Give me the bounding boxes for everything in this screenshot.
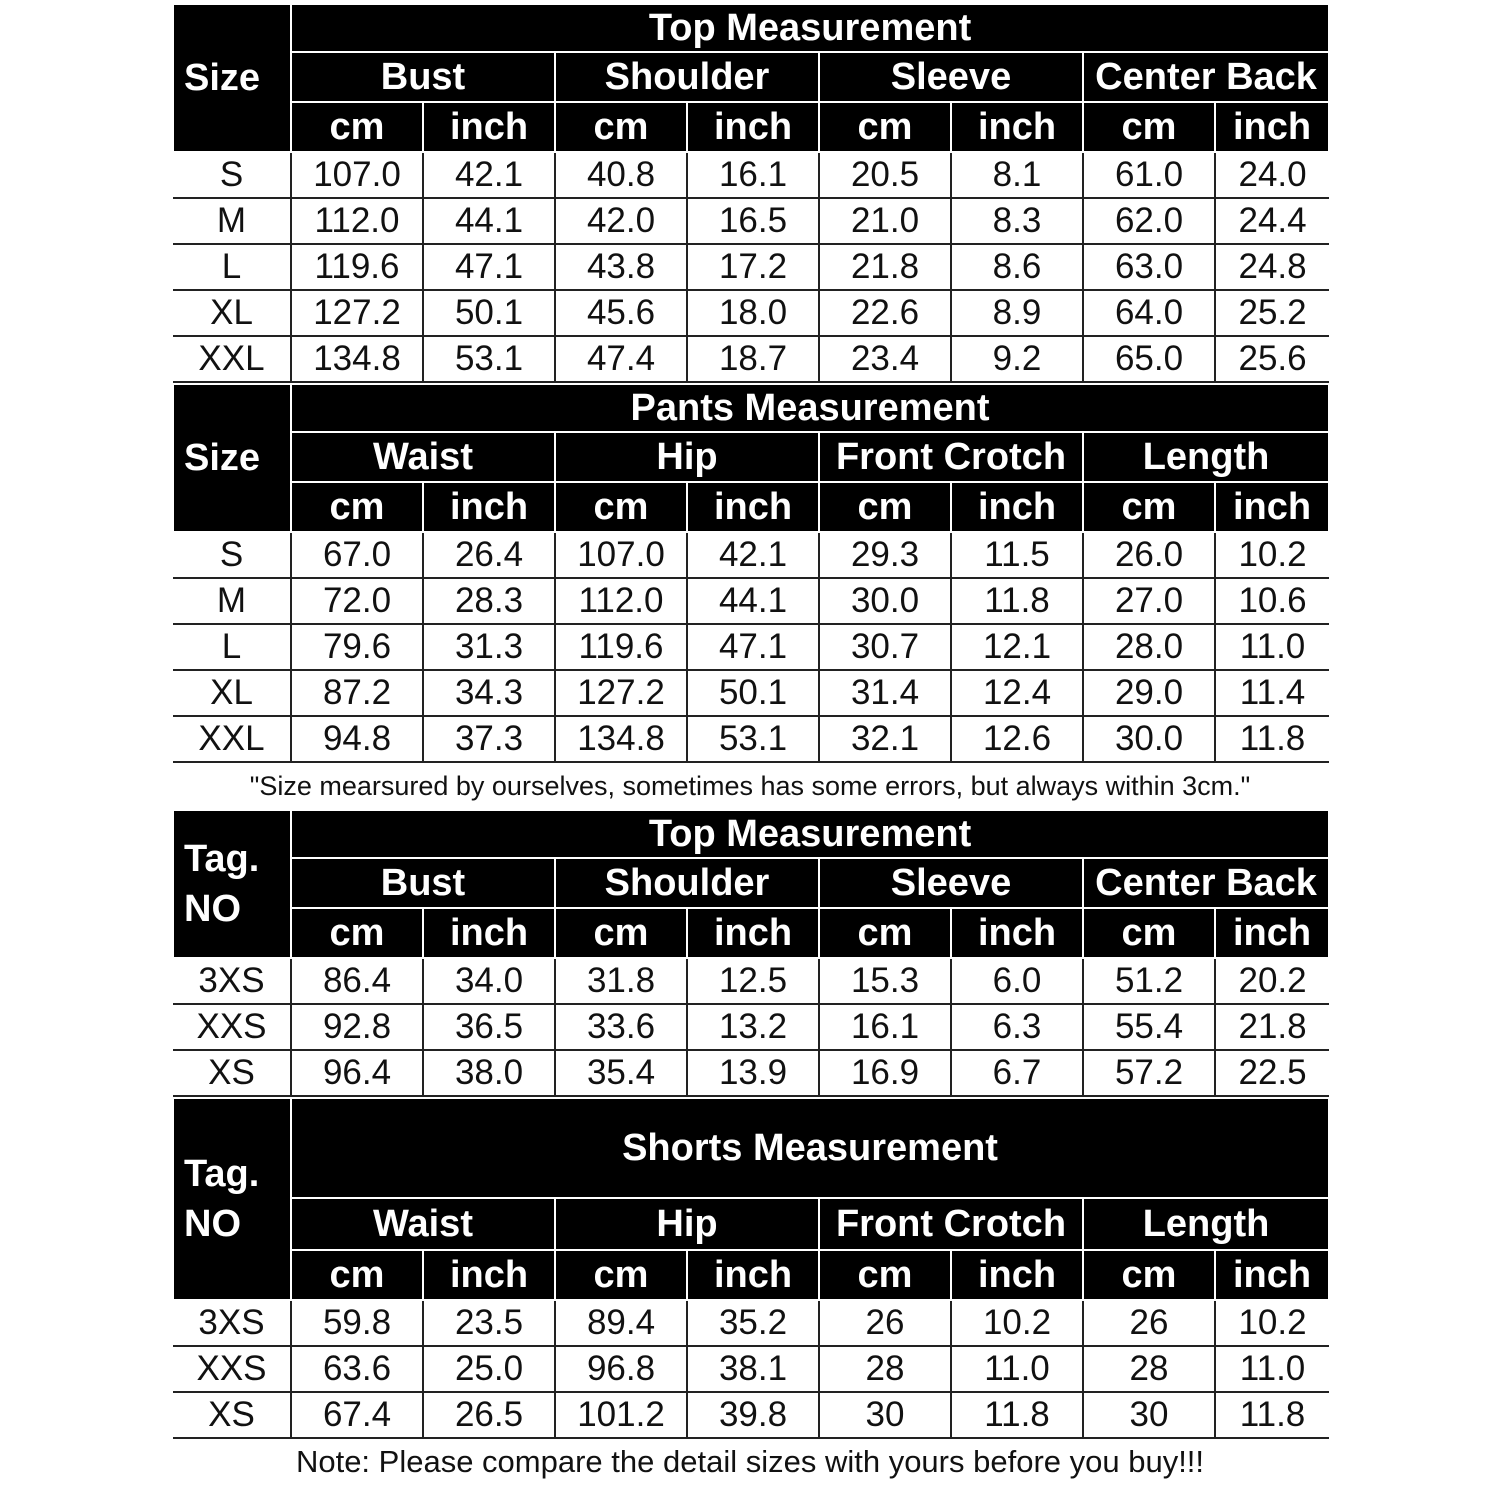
group-header: Hip	[555, 1198, 819, 1250]
value-cell: 127.2	[291, 290, 423, 336]
value-cell: 23.5	[423, 1300, 555, 1346]
value-cell: 25.0	[423, 1346, 555, 1392]
value-cell: 26.0	[1083, 532, 1215, 578]
group-header: Length	[1083, 432, 1329, 482]
value-cell: 16.5	[687, 198, 819, 244]
unit-header: cm	[1083, 482, 1215, 532]
value-cell: 20.2	[1215, 958, 1329, 1004]
table-row	[173, 336, 1329, 382]
value-cell: 12.1	[951, 624, 1083, 670]
value-cell: 23.4	[819, 336, 951, 382]
value-cell: 53.1	[423, 336, 555, 382]
value-cell: 86.4	[291, 958, 423, 1004]
value-cell: 37.3	[423, 716, 555, 762]
unit-header: cm	[1083, 1250, 1215, 1300]
size-cell: 3XS	[173, 1300, 291, 1346]
value-cell: 27.0	[1083, 578, 1215, 624]
table-title-row	[173, 810, 1329, 858]
measurement-table	[172, 809, 1330, 1097]
table-row	[173, 1300, 1329, 1346]
value-cell: 13.9	[687, 1050, 819, 1096]
value-cell: 8.6	[951, 244, 1083, 290]
table-row	[173, 578, 1329, 624]
size-column-header: Tag. NO	[173, 1098, 291, 1300]
value-cell: 28	[819, 1346, 951, 1392]
table-title: Shorts Measurement	[291, 1098, 1329, 1198]
value-cell: 17.2	[687, 244, 819, 290]
value-cell: 96.4	[291, 1050, 423, 1096]
size-chart	[172, 3, 1328, 1485]
table-row	[173, 198, 1329, 244]
group-header: Length	[1083, 1198, 1329, 1250]
size-cell: XL	[173, 670, 291, 716]
size-cell: XXS	[173, 1004, 291, 1050]
value-cell: 11.0	[1215, 624, 1329, 670]
value-cell: 16.9	[819, 1050, 951, 1096]
pants-measurement-table	[172, 383, 1328, 763]
group-header-row	[173, 432, 1329, 482]
value-cell: 29.0	[1083, 670, 1215, 716]
size-cell: XXL	[173, 336, 291, 382]
table-row	[173, 1050, 1329, 1096]
group-header-row	[173, 52, 1329, 102]
value-cell: 8.1	[951, 152, 1083, 198]
table-row	[173, 958, 1329, 1004]
value-cell: 31.8	[555, 958, 687, 1004]
group-header: Front Crotch	[819, 432, 1083, 482]
group-header: Bust	[291, 858, 555, 908]
group-header: Waist	[291, 1198, 555, 1250]
value-cell: 11.8	[951, 1392, 1083, 1438]
unit-header: inch	[951, 482, 1083, 532]
size-cell: L	[173, 244, 291, 290]
value-cell: 63.6	[291, 1346, 423, 1392]
table-row	[173, 532, 1329, 578]
value-cell: 61.0	[1083, 152, 1215, 198]
value-cell: 59.8	[291, 1300, 423, 1346]
value-cell: 21.0	[819, 198, 951, 244]
value-cell: 22.5	[1215, 1050, 1329, 1096]
value-cell: 35.4	[555, 1050, 687, 1096]
value-cell: 94.8	[291, 716, 423, 762]
value-cell: 26.4	[423, 532, 555, 578]
unit-header: cm	[291, 1250, 423, 1300]
value-cell: 42.1	[687, 532, 819, 578]
table-row	[173, 1004, 1329, 1050]
unit-header: inch	[423, 1250, 555, 1300]
value-cell: 11.8	[1215, 1392, 1329, 1438]
group-header: Bust	[291, 52, 555, 102]
value-cell: 45.6	[555, 290, 687, 336]
value-cell: 47.1	[687, 624, 819, 670]
value-cell: 28.3	[423, 578, 555, 624]
value-cell: 67.4	[291, 1392, 423, 1438]
value-cell: 6.0	[951, 958, 1083, 1004]
unit-header: inch	[423, 482, 555, 532]
value-cell: 51.2	[1083, 958, 1215, 1004]
value-cell: 40.8	[555, 152, 687, 198]
unit-header: inch	[423, 908, 555, 958]
unit-header-row	[173, 908, 1329, 958]
value-cell: 26.5	[423, 1392, 555, 1438]
value-cell: 6.7	[951, 1050, 1083, 1096]
value-cell: 11.4	[1215, 670, 1329, 716]
value-cell: 62.0	[1083, 198, 1215, 244]
value-cell: 89.4	[555, 1300, 687, 1346]
group-header: Waist	[291, 432, 555, 482]
size-cell: XXL	[173, 716, 291, 762]
value-cell: 47.4	[555, 336, 687, 382]
value-cell: 30.0	[1083, 716, 1215, 762]
value-cell: 53.1	[687, 716, 819, 762]
unit-header: inch	[687, 482, 819, 532]
value-cell: 34.3	[423, 670, 555, 716]
value-cell: 11.8	[1215, 716, 1329, 762]
unit-header: inch	[1215, 482, 1329, 532]
unit-header: inch	[1215, 102, 1329, 152]
value-cell: 119.6	[555, 624, 687, 670]
unit-header: cm	[819, 102, 951, 152]
value-cell: 8.3	[951, 198, 1083, 244]
value-cell: 107.0	[291, 152, 423, 198]
value-cell: 67.0	[291, 532, 423, 578]
value-cell: 16.1	[687, 152, 819, 198]
value-cell: 42.0	[555, 198, 687, 244]
value-cell: 112.0	[555, 578, 687, 624]
unit-header: cm	[819, 908, 951, 958]
value-cell: 24.0	[1215, 152, 1329, 198]
value-cell: 12.4	[951, 670, 1083, 716]
table-row	[173, 1392, 1329, 1438]
unit-header: inch	[951, 102, 1083, 152]
table-title-row	[173, 1098, 1329, 1198]
unit-header: cm	[555, 102, 687, 152]
unit-header: cm	[291, 482, 423, 532]
value-cell: 79.6	[291, 624, 423, 670]
unit-header: inch	[1215, 1250, 1329, 1300]
top-measurement-table	[172, 3, 1328, 383]
size-cell: L	[173, 624, 291, 670]
value-cell: 119.6	[291, 244, 423, 290]
value-cell: 9.2	[951, 336, 1083, 382]
unit-header: cm	[291, 908, 423, 958]
value-cell: 16.1	[819, 1004, 951, 1050]
value-cell: 11.8	[951, 578, 1083, 624]
value-cell: 101.2	[555, 1392, 687, 1438]
value-cell: 30	[819, 1392, 951, 1438]
value-cell: 21.8	[819, 244, 951, 290]
value-cell: 18.7	[687, 336, 819, 382]
unit-header: inch	[687, 1250, 819, 1300]
table-row	[173, 670, 1329, 716]
unit-header: cm	[1083, 908, 1215, 958]
size-cell: S	[173, 152, 291, 198]
unit-header: inch	[951, 908, 1083, 958]
compare-sizes-note: Note: Please compare the detail sizes with yours before you buy!!!	[295, 1444, 1205, 1479]
value-cell: 10.6	[1215, 578, 1329, 624]
group-header-row	[173, 1198, 1329, 1250]
value-cell: 24.4	[1215, 198, 1329, 244]
size-cell: M	[173, 198, 291, 244]
value-cell: 6.3	[951, 1004, 1083, 1050]
size-column-header: Tag. NO	[173, 810, 291, 958]
value-cell: 26	[819, 1300, 951, 1346]
size-column-header: Size	[173, 384, 291, 532]
value-cell: 29.3	[819, 532, 951, 578]
value-cell: 25.2	[1215, 290, 1329, 336]
value-cell: 22.6	[819, 290, 951, 336]
value-cell: 92.8	[291, 1004, 423, 1050]
value-cell: 24.8	[1215, 244, 1329, 290]
size-cell: XS	[173, 1392, 291, 1438]
value-cell: 87.2	[291, 670, 423, 716]
value-cell: 36.5	[423, 1004, 555, 1050]
value-cell: 47.1	[423, 244, 555, 290]
value-cell: 38.0	[423, 1050, 555, 1096]
unit-header: inch	[1215, 908, 1329, 958]
value-cell: 12.5	[687, 958, 819, 1004]
value-cell: 96.8	[555, 1346, 687, 1392]
value-cell: 134.8	[291, 336, 423, 382]
value-cell: 28.0	[1083, 624, 1215, 670]
value-cell: 11.0	[951, 1346, 1083, 1392]
unit-header: cm	[555, 1250, 687, 1300]
value-cell: 33.6	[555, 1004, 687, 1050]
size-cell: XS	[173, 1050, 291, 1096]
value-cell: 107.0	[555, 532, 687, 578]
group-header: Sleeve	[819, 858, 1083, 908]
value-cell: 31.3	[423, 624, 555, 670]
size-cell: 3XS	[173, 958, 291, 1004]
value-cell: 34.0	[423, 958, 555, 1004]
value-cell: 12.6	[951, 716, 1083, 762]
size-column-header: Size	[173, 4, 291, 152]
group-header: Center Back	[1083, 52, 1329, 102]
value-cell: 112.0	[291, 198, 423, 244]
table-title: Top Measurement	[291, 810, 1329, 858]
group-header: Sleeve	[819, 52, 1083, 102]
value-cell: 38.1	[687, 1346, 819, 1392]
measurement-disclaimer: "Size mearsured by ourselves, sometimes has some errors, but always within 3cm."	[249, 771, 1251, 801]
value-cell: 10.2	[1215, 532, 1329, 578]
value-cell: 134.8	[555, 716, 687, 762]
size-cell: XL	[173, 290, 291, 336]
value-cell: 18.0	[687, 290, 819, 336]
value-cell: 10.2	[951, 1300, 1083, 1346]
table-title: Pants Measurement	[291, 384, 1329, 432]
value-cell: 55.4	[1083, 1004, 1215, 1050]
unit-header: cm	[819, 1250, 951, 1300]
unit-header-row	[173, 482, 1329, 532]
measurement-table	[172, 1097, 1330, 1439]
value-cell: 13.2	[687, 1004, 819, 1050]
table-title-row	[173, 384, 1329, 432]
value-cell: 44.1	[687, 578, 819, 624]
value-cell: 72.0	[291, 578, 423, 624]
measurement-table	[172, 383, 1330, 763]
value-cell: 63.0	[1083, 244, 1215, 290]
value-cell: 28	[1083, 1346, 1215, 1392]
value-cell: 15.3	[819, 958, 951, 1004]
unit-header: inch	[687, 102, 819, 152]
value-cell: 57.2	[1083, 1050, 1215, 1096]
value-cell: 42.1	[423, 152, 555, 198]
table-row	[173, 716, 1329, 762]
value-cell: 50.1	[423, 290, 555, 336]
unit-header-row	[173, 1250, 1329, 1300]
group-header: Shoulder	[555, 858, 819, 908]
value-cell: 25.6	[1215, 336, 1329, 382]
value-cell: 32.1	[819, 716, 951, 762]
value-cell: 30	[1083, 1392, 1215, 1438]
unit-header: inch	[951, 1250, 1083, 1300]
unit-header: inch	[423, 102, 555, 152]
value-cell: 39.8	[687, 1392, 819, 1438]
value-cell: 10.2	[1215, 1300, 1329, 1346]
unit-header: cm	[1083, 102, 1215, 152]
unit-header: cm	[555, 482, 687, 532]
group-header: Front Crotch	[819, 1198, 1083, 1250]
top-measurement-tag-table	[172, 809, 1328, 1097]
table-row	[173, 1346, 1329, 1392]
unit-header: inch	[687, 908, 819, 958]
table-title: Top Measurement	[291, 4, 1329, 52]
table-row	[173, 244, 1329, 290]
size-cell: XXS	[173, 1346, 291, 1392]
table-row	[173, 152, 1329, 198]
value-cell: 30.7	[819, 624, 951, 670]
table-title-row	[173, 4, 1329, 52]
unit-header: cm	[291, 102, 423, 152]
group-header: Center Back	[1083, 858, 1329, 908]
value-cell: 43.8	[555, 244, 687, 290]
unit-header: cm	[555, 908, 687, 958]
value-cell: 8.9	[951, 290, 1083, 336]
unit-header-row	[173, 102, 1329, 152]
measurement-table	[172, 3, 1330, 383]
shorts-measurement-table	[172, 1097, 1328, 1439]
size-cell: M	[173, 578, 291, 624]
group-header: Hip	[555, 432, 819, 482]
value-cell: 11.5	[951, 532, 1083, 578]
table-row	[173, 290, 1329, 336]
value-cell: 11.0	[1215, 1346, 1329, 1392]
table-row	[173, 624, 1329, 670]
value-cell: 44.1	[423, 198, 555, 244]
value-cell: 127.2	[555, 670, 687, 716]
size-cell: S	[173, 532, 291, 578]
unit-header: cm	[819, 482, 951, 532]
value-cell: 35.2	[687, 1300, 819, 1346]
value-cell: 65.0	[1083, 336, 1215, 382]
value-cell: 30.0	[819, 578, 951, 624]
group-header-row	[173, 858, 1329, 908]
value-cell: 21.8	[1215, 1004, 1329, 1050]
value-cell: 50.1	[687, 670, 819, 716]
value-cell: 20.5	[819, 152, 951, 198]
group-header: Shoulder	[555, 52, 819, 102]
value-cell: 26	[1083, 1300, 1215, 1346]
value-cell: 64.0	[1083, 290, 1215, 336]
value-cell: 31.4	[819, 670, 951, 716]
